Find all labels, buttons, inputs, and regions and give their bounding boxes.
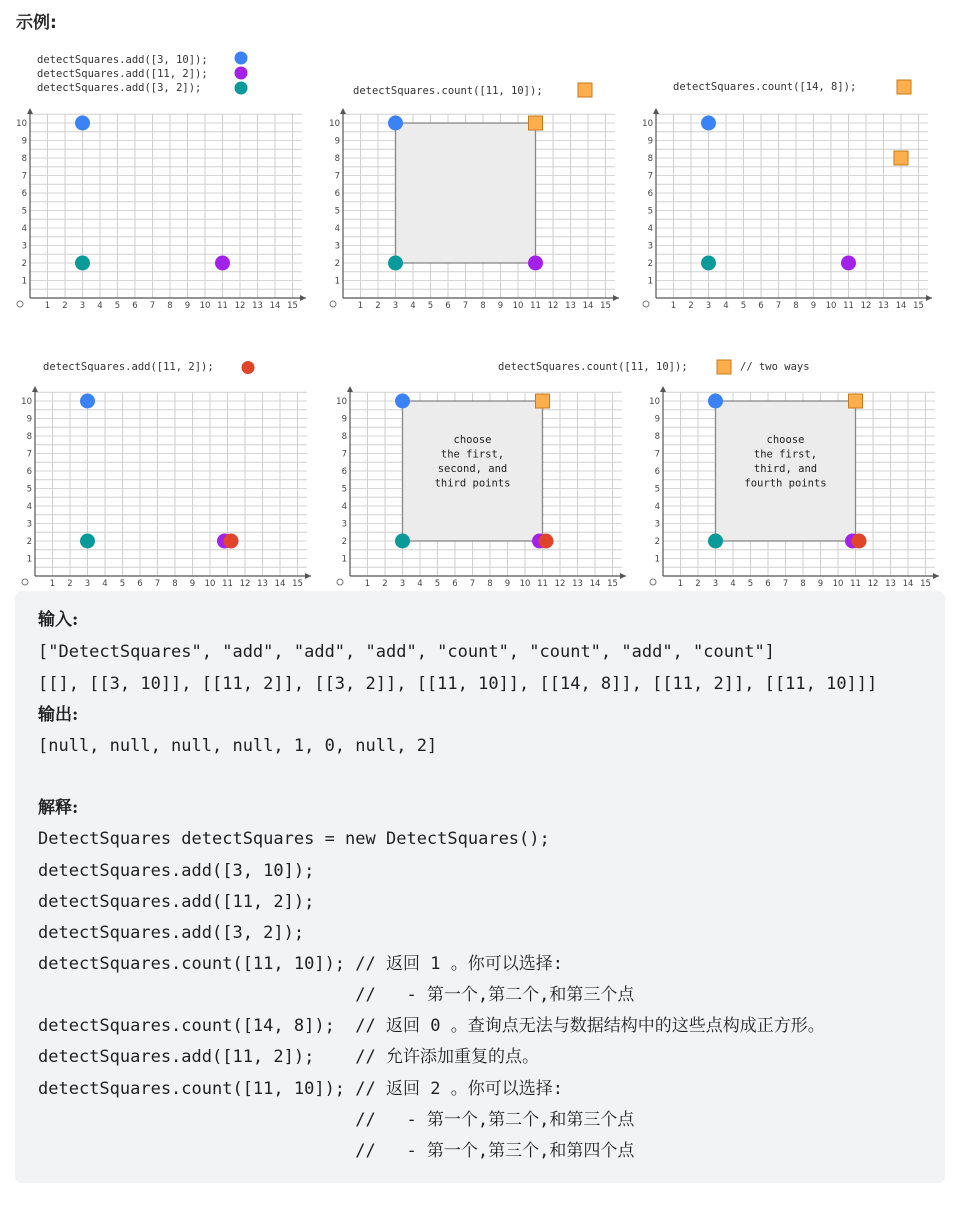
x-tick-label: 13 <box>565 301 576 311</box>
x-tick-label: 1 <box>357 301 364 311</box>
x-tick-label: 6 <box>445 301 451 311</box>
y-tick-label: 9 <box>26 414 32 425</box>
square-label: third points <box>434 477 511 490</box>
point-teal <box>80 534 95 549</box>
y-tick-label: 10 <box>329 119 340 129</box>
y-tick-label: 5 <box>647 206 653 217</box>
x-tick-label: 11 <box>850 579 861 589</box>
y-tick-label: 6 <box>341 467 347 477</box>
y-axis-arrow <box>347 386 353 392</box>
x-axis-arrow <box>933 573 939 579</box>
square-label: fourth points <box>744 477 827 490</box>
chart-svg <box>335 384 630 589</box>
x-tick-label: 3 <box>84 579 91 589</box>
explain-line: // - 第一个,第二个,和第三个点 <box>38 985 635 1005</box>
y-tick-label: 8 <box>654 432 660 442</box>
x-tick-label: 4 <box>730 579 736 589</box>
x-tick-label: 2 <box>688 301 694 311</box>
x-tick-label: 5 <box>427 301 434 311</box>
query-point <box>849 394 863 408</box>
y-tick-label: 9 <box>334 136 340 147</box>
y-tick-label: 1 <box>21 276 27 287</box>
explain-line: detectSquares.count([11, 10]); // 返回 2 。你可以选择: <box>38 1079 563 1099</box>
x-tick-label: 6 <box>765 579 771 589</box>
point-teal <box>701 256 716 271</box>
x-tick-label: 10 <box>519 579 531 589</box>
point-purple <box>215 256 230 271</box>
x-tick-label: 11 <box>843 301 854 311</box>
chart-svg <box>648 384 943 589</box>
point-blue <box>708 394 723 409</box>
square-label: the first, <box>440 448 505 461</box>
point-teal <box>75 256 90 271</box>
x-tick-label: 15 <box>600 301 611 311</box>
x-tick-label: 4 <box>417 579 423 589</box>
x-tick-label: 1 <box>44 301 51 311</box>
y-tick-label: 4 <box>26 502 32 512</box>
y-tick-label: 5 <box>654 484 660 495</box>
x-axis-arrow <box>305 573 311 579</box>
origin-marker <box>17 301 23 307</box>
x-tick-label: 13 <box>878 301 889 311</box>
explain-line: detectSquares.add([3, 2]); <box>38 923 305 943</box>
x-tick-label: 14 <box>274 579 286 589</box>
y-tick-label: 1 <box>26 554 32 565</box>
chart-svg <box>15 106 310 311</box>
x-tick-label: 3 <box>399 579 406 589</box>
y-tick-label: 6 <box>21 189 27 199</box>
fig1-caption-line3: detectSquares.add([3, 2]); <box>37 82 202 94</box>
query-point <box>536 394 550 408</box>
x-axis-arrow <box>620 573 626 579</box>
x-tick-label: 6 <box>758 301 764 311</box>
y-tick-label: 4 <box>654 502 660 512</box>
x-tick-label: 14 <box>902 579 914 589</box>
x-tick-label: 10 <box>832 579 844 589</box>
input-label: 输入: <box>38 610 79 630</box>
x-tick-label: 15 <box>607 579 618 589</box>
y-tick-label: 1 <box>647 276 653 287</box>
x-tick-label: 2 <box>695 579 701 589</box>
origin-marker <box>650 579 656 585</box>
y-tick-label: 7 <box>334 171 340 182</box>
grid <box>656 114 928 298</box>
y-tick-label: 4 <box>21 224 27 234</box>
y-tick-label: 9 <box>341 414 347 425</box>
fig3-caption: detectSquares.count([14, 8]); <box>673 81 857 93</box>
x-tick-label: 13 <box>885 579 896 589</box>
square-outline <box>396 123 536 263</box>
x-tick-label: 1 <box>49 579 56 589</box>
y-tick-label: 9 <box>21 136 27 147</box>
y-tick-label: 2 <box>21 259 27 269</box>
point-purple <box>528 256 543 271</box>
fig2-caption-square <box>577 82 593 98</box>
point-red <box>539 534 554 549</box>
y-tick-label: 10 <box>336 397 347 407</box>
point-teal <box>388 256 403 271</box>
x-tick-label: 2 <box>67 579 73 589</box>
point-teal <box>708 534 723 549</box>
y-tick-label: 3 <box>654 519 660 530</box>
y-tick-label: 8 <box>21 154 27 164</box>
x-tick-label: 4 <box>102 579 108 589</box>
x-tick-label: 5 <box>434 579 441 589</box>
y-tick-label: 9 <box>654 414 660 425</box>
x-tick-label: 4 <box>97 301 103 311</box>
point-blue <box>395 394 410 409</box>
y-tick-label: 7 <box>647 171 653 182</box>
chart-count-11-10 <box>328 106 623 311</box>
point-blue <box>701 116 716 131</box>
x-tick-label: 8 <box>487 579 493 589</box>
x-tick-label: 9 <box>817 579 824 589</box>
square-label: choose <box>453 434 492 446</box>
x-tick-label: 2 <box>382 579 388 589</box>
x-tick-label: 14 <box>269 301 281 311</box>
x-tick-label: 15 <box>920 579 931 589</box>
fig4-caption: detectSquares.add([11, 2]); <box>43 361 214 373</box>
chart-svg <box>20 384 315 589</box>
x-tick-label: 9 <box>504 579 511 589</box>
y-tick-label: 7 <box>26 449 32 460</box>
x-tick-label: 12 <box>239 579 251 589</box>
fig1-caption-dots <box>233 51 251 99</box>
x-tick-label: 4 <box>410 301 416 311</box>
query-point <box>529 116 543 130</box>
y-tick-label: 2 <box>647 259 653 269</box>
y-tick-label: 3 <box>647 241 653 252</box>
y-axis-arrow <box>653 108 659 114</box>
x-tick-label: 9 <box>189 579 196 589</box>
x-tick-label: 12 <box>867 579 879 589</box>
y-axis-arrow <box>27 108 33 114</box>
output-line: [null, null, null, null, 1, 0, null, 2] <box>38 736 438 756</box>
chart-add-three-points <box>15 106 310 311</box>
square-label: second, and <box>437 463 508 475</box>
explain-line: detectSquares.add([11, 2]); // 允许添加重复的点。 <box>38 1047 539 1067</box>
x-tick-label: 1 <box>677 579 684 589</box>
y-tick-label: 5 <box>341 484 347 495</box>
x-tick-label: 10 <box>204 579 216 589</box>
fig56-caption-comment: // two ways <box>740 361 810 373</box>
x-tick-label: 14 <box>589 579 601 589</box>
y-tick-label: 8 <box>647 154 653 164</box>
y-tick-label: 10 <box>21 397 32 407</box>
x-tick-label: 1 <box>670 301 677 311</box>
y-tick-label: 10 <box>642 119 653 129</box>
caption-dot-purple <box>235 67 248 80</box>
y-tick-label: 6 <box>334 189 340 199</box>
x-tick-label: 6 <box>132 301 138 311</box>
caption-dot-blue <box>235 52 248 65</box>
x-tick-label: 1 <box>364 579 371 589</box>
output-label: 输出: <box>38 705 79 725</box>
y-tick-label: 3 <box>21 241 27 252</box>
x-tick-label: 11 <box>217 301 228 311</box>
explain-line: // - 第一个,第二个,和第三个点 <box>38 1110 635 1130</box>
y-tick-label: 8 <box>26 432 32 442</box>
x-tick-label: 5 <box>747 579 754 589</box>
y-tick-label: 3 <box>26 519 32 530</box>
x-tick-label: 13 <box>572 579 583 589</box>
square-label: choose <box>766 434 805 446</box>
origin-marker <box>643 301 649 307</box>
x-tick-label: 3 <box>705 301 712 311</box>
query-point <box>894 151 908 165</box>
x-tick-label: 2 <box>375 301 381 311</box>
x-tick-label: 11 <box>222 579 233 589</box>
explain-line: detectSquares.count([14, 8]); // 返回 0 。查询点无法与数据结构中的这些点构成正方形。 <box>38 1016 825 1036</box>
x-tick-label: 3 <box>392 301 399 311</box>
x-tick-label: 10 <box>512 301 524 311</box>
origin-marker <box>330 301 336 307</box>
x-tick-label: 8 <box>480 301 486 311</box>
explain-label: 解释: <box>38 798 79 818</box>
y-tick-label: 5 <box>26 484 32 495</box>
y-tick-label: 7 <box>654 449 660 460</box>
y-tick-label: 1 <box>654 554 660 565</box>
x-tick-label: 15 <box>292 579 303 589</box>
x-tick-label: 7 <box>782 579 789 589</box>
x-tick-label: 8 <box>793 301 799 311</box>
x-tick-label: 4 <box>723 301 729 311</box>
x-tick-label: 8 <box>167 301 173 311</box>
x-axis-arrow <box>300 295 306 301</box>
grid <box>30 114 302 298</box>
caption-dot-teal <box>235 82 248 95</box>
fig3-caption-square <box>896 79 912 95</box>
explain-line: detectSquares.add([11, 2]); <box>38 892 315 912</box>
y-tick-label: 7 <box>341 449 347 460</box>
y-tick-label: 10 <box>649 397 660 407</box>
x-tick-label: 13 <box>257 579 268 589</box>
y-tick-label: 6 <box>26 467 32 477</box>
x-tick-label: 15 <box>913 301 924 311</box>
input-line-2: [[], [[3, 10]], [[11, 2]], [[3, 2]], [[11, 10]], [[14, 8]], [[11, 2]], [[11, 10]]] <box>38 674 878 694</box>
fig1-caption-line1: detectSquares.add([3, 10]); <box>37 54 208 66</box>
x-tick-label: 9 <box>497 301 504 311</box>
y-axis-arrow <box>340 108 346 114</box>
x-tick-label: 6 <box>452 579 458 589</box>
fig56-caption-square <box>716 359 732 375</box>
y-tick-label: 2 <box>334 259 340 269</box>
x-tick-label: 7 <box>154 579 161 589</box>
y-tick-label: 5 <box>21 206 27 217</box>
x-tick-label: 9 <box>184 301 191 311</box>
x-tick-label: 14 <box>895 301 907 311</box>
x-tick-label: 11 <box>530 301 541 311</box>
y-tick-label: 1 <box>341 554 347 565</box>
example-heading: 示例: <box>16 13 57 33</box>
x-tick-label: 12 <box>554 579 566 589</box>
x-tick-label: 10 <box>199 301 211 311</box>
x-axis-arrow <box>613 295 619 301</box>
point-red <box>852 534 867 549</box>
y-tick-label: 6 <box>654 467 660 477</box>
point-blue <box>75 116 90 131</box>
x-tick-label: 6 <box>137 579 143 589</box>
x-tick-label: 15 <box>287 301 298 311</box>
fig4-caption-dot <box>240 360 256 376</box>
x-tick-label: 14 <box>582 301 594 311</box>
grid <box>35 392 307 576</box>
y-tick-label: 5 <box>334 206 340 217</box>
x-tick-label: 7 <box>775 301 782 311</box>
y-tick-label: 2 <box>654 537 660 547</box>
y-tick-label: 1 <box>334 276 340 287</box>
x-tick-label: 5 <box>119 579 126 589</box>
y-tick-label: 4 <box>334 224 340 234</box>
example-code-block <box>15 591 945 1183</box>
chart-add-duplicate <box>20 384 315 589</box>
x-tick-label: 7 <box>469 579 476 589</box>
x-tick-label: 3 <box>712 579 719 589</box>
y-tick-label: 8 <box>334 154 340 164</box>
x-tick-label: 9 <box>810 301 817 311</box>
point-blue <box>388 116 403 131</box>
y-axis-arrow <box>660 386 666 392</box>
y-tick-label: 9 <box>647 136 653 147</box>
chart-count-14-8 <box>641 106 936 311</box>
y-tick-label: 4 <box>341 502 347 512</box>
x-tick-label: 10 <box>825 301 837 311</box>
fig56-caption: detectSquares.count([11, 10]); <box>498 361 688 373</box>
x-axis-arrow <box>926 295 932 301</box>
x-tick-label: 8 <box>172 579 178 589</box>
y-tick-label: 8 <box>341 432 347 442</box>
y-tick-label: 7 <box>21 171 27 182</box>
explain-line: // - 第一个,第三个,和第四个点 <box>38 1141 635 1161</box>
fig1-caption-line2: detectSquares.add([11, 2]); <box>37 68 208 80</box>
chart-svg <box>328 106 623 311</box>
fig2-caption: detectSquares.count([11, 10]); <box>353 85 543 97</box>
explain-line: detectSquares.count([11, 10]); // 返回 1 。你可以选择: <box>38 954 563 974</box>
x-tick-label: 11 <box>537 579 548 589</box>
y-tick-label: 3 <box>334 241 340 252</box>
y-tick-label: 10 <box>16 119 27 129</box>
point-red <box>224 534 239 549</box>
point-blue <box>80 394 95 409</box>
y-tick-label: 3 <box>341 519 347 530</box>
y-tick-label: 4 <box>647 224 653 234</box>
x-tick-label: 13 <box>252 301 263 311</box>
y-tick-label: 2 <box>26 537 32 547</box>
explain-line: detectSquares.add([3, 10]); <box>38 861 315 881</box>
origin-marker <box>337 579 343 585</box>
x-tick-label: 5 <box>114 301 121 311</box>
chart-count-way-two <box>648 384 943 589</box>
x-tick-label: 12 <box>547 301 559 311</box>
y-tick-label: 2 <box>341 537 347 547</box>
square-label: third, and <box>753 463 818 475</box>
chart-svg <box>641 106 936 311</box>
y-axis-arrow <box>32 386 38 392</box>
x-tick-label: 2 <box>62 301 68 311</box>
x-tick-label: 12 <box>860 301 872 311</box>
point-purple <box>841 256 856 271</box>
square-label: the first, <box>753 448 818 461</box>
x-tick-label: 5 <box>740 301 747 311</box>
y-tick-label: 6 <box>647 189 653 199</box>
x-tick-label: 12 <box>234 301 246 311</box>
explain-line: DetectSquares detectSquares = new DetectSquares(); <box>38 829 550 849</box>
x-tick-label: 7 <box>149 301 156 311</box>
x-tick-label: 3 <box>79 301 86 311</box>
x-tick-label: 8 <box>800 579 806 589</box>
origin-marker <box>22 579 28 585</box>
point-teal <box>395 534 410 549</box>
x-tick-label: 7 <box>462 301 469 311</box>
chart-count-way-one <box>335 384 630 589</box>
input-line-1: ["DetectSquares", "add", "add", "add", "count", "count", "add", "count"] <box>38 642 775 662</box>
